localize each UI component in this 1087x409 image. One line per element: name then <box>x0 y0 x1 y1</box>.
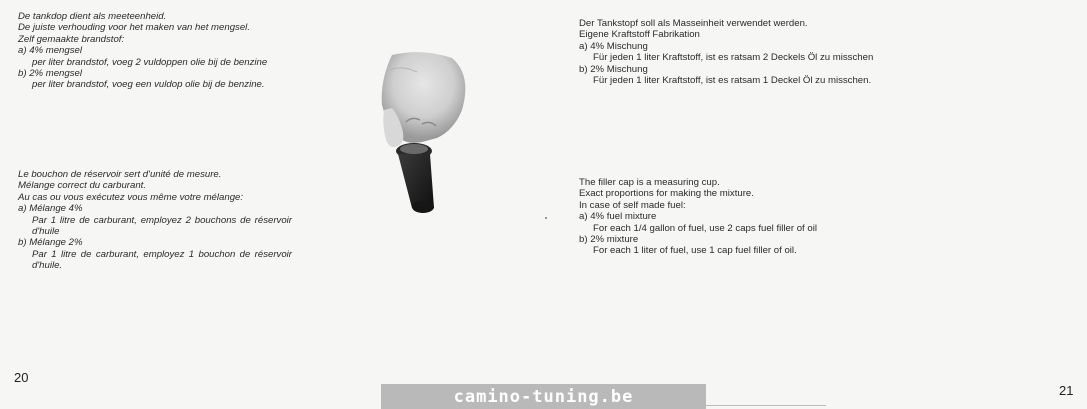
text-line: De tankdop dient als meeteenheid. <box>18 11 167 22</box>
list-item-text: For each 1 liter of fuel, use 1 cap fuel filler of oil. <box>593 245 797 257</box>
page-number-right: 21 <box>1059 383 1074 398</box>
list-item-label: a) 4% Mischung <box>579 40 648 52</box>
dutch-section <box>18 11 298 91</box>
watermark-text: camino-tuning.be <box>453 386 634 407</box>
text-line: Eigene Kraftstoff Fabrikation <box>579 29 700 41</box>
text-line: Exact proportions for making the mixture. <box>579 188 754 200</box>
list-item-label: b) 2% mengsel <box>18 68 82 80</box>
text-line: Le bouchon de réservoir sert d'unité de mesure. <box>18 169 222 180</box>
list-item-label: a) 4% mengsel <box>18 45 82 57</box>
text-line: The filler cap is a measuring cup. <box>579 177 720 188</box>
list-item-label: a) Mélange 4% <box>18 203 83 215</box>
list-item-text: Für jeden 1 liter Kraftstoff, ist es ratsam 2 Deckels Öl zu misschen <box>593 52 874 64</box>
list-item-text: Für jeden 1 liter Kraftstoff, ist es ratsam 1 Deckel Öl zu misschen. <box>593 75 872 87</box>
divider <box>706 405 826 406</box>
french-section <box>18 169 292 272</box>
list-item-label: b) Mélange 2% <box>18 237 83 249</box>
watermark-banner <box>381 384 706 409</box>
text-line: In case of self made fuel: <box>579 199 686 211</box>
english-section <box>579 177 879 257</box>
list-item-text: Par 1 litre de carburant, employez 1 bouchon de réservoir d'huile. <box>32 248 292 272</box>
page-number-left: 20 <box>14 370 29 385</box>
list-item-label: a) 4% fuel mixture <box>579 211 657 223</box>
list-item-text: per liter brandstof, voeg een vuldop olie bij de benzine. <box>32 79 265 91</box>
text-line: Zelf gemaakte brandstof: <box>18 33 125 45</box>
text-line: Der Tankstopf soll als Masseinheit verwendet werden. <box>579 18 808 29</box>
text-line: Au cas ou vous exécutez vous même votre mélange: <box>18 191 244 203</box>
list-item-text: For each 1/4 gallon of fuel, use 2 caps fuel filler of oil <box>593 222 817 234</box>
hand-holding-cap-photo <box>362 50 480 220</box>
text-line: Mélange correct du carburant. <box>18 180 146 192</box>
list-item-label: b) 2% Mischung <box>579 63 648 75</box>
list-item-text: Par 1 litre de carburant, employez 2 bouchons de réservoir d'huile <box>32 214 292 238</box>
german-section <box>579 18 939 86</box>
speck <box>545 217 547 219</box>
list-item-label: b) 2% mixture <box>579 234 639 246</box>
list-item-text: per liter brandstof, voeg 2 vuldoppen olie bij de benzine <box>32 56 268 68</box>
text-line: De juiste verhouding voor het maken van het mengsel. <box>18 22 250 34</box>
